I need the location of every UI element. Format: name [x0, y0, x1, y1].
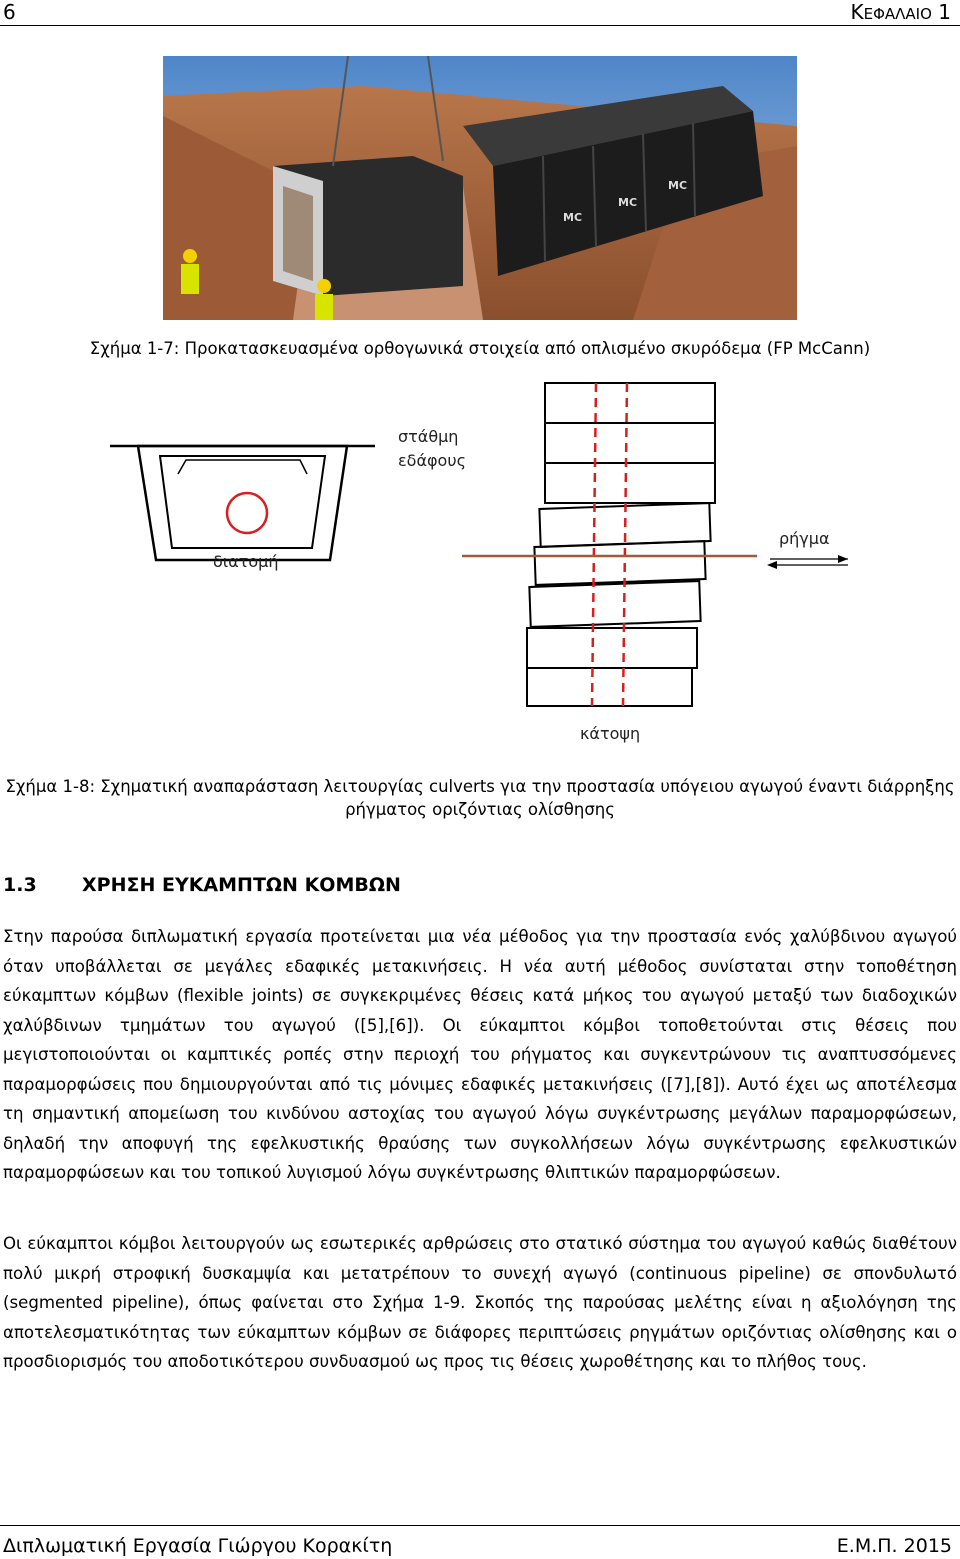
- figure-1-7-caption: Σχήμα 1-7: Προκατασκευασμένα ορθογωνικά στοιχεία από οπλισμένο σκυρόδεμα (FP McCann): [89, 339, 871, 358]
- section-title: ΧΡΗΣΗ ΕΥΚΑΜΠΤΩΝ ΚΟΜΒΩΝ: [82, 874, 401, 896]
- fault-label: ρήγμα: [779, 529, 830, 548]
- body-paragraph-1: Στην παρούσα διπλωματική εργασία προτείνεται μια νέα μέθοδος για την προστασία ενός χαλύβδινου αγωγού όταν υποβάλλεται σε μεγάλες εδαφικές μετακινήσεις. Η νέα αυτή μέθοδος συνίσταται στην τοποθέτηση εύκαμπτων κόμβων (flexible joints) σε συγκεκριμένες θέσεις κατά μήκος του αγωγού μεταξύ των διαδοχικών χαλύβδινων τμημάτων του αγωγού ([5],[6]). Οι εύκαμπτοι κόμβοι τοποθετούνται στις θέσεις που μεγιστοποιούνται οι καμπτικές ροπές στην περιοχή του ρήγματος και συγκεντρώνουν τις αναπτυσσόμενες παραμορφώσεις που δημιουργούνται από τις μόνιμες εδαφικές μετακινήσεις ([7],[8]). Αυτό έχει ως αποτέλεσμα τη σημαντική απομείωση του κινδύνου αστοχίας του αγωγού λόγω συγκέντρωσης μεγάλων παραμορφώσεων, δηλαδή την αποφυγή της εφελκυστικής θραύσης των συγκολλήσεων λόγω συγκέντρωσης εφελκυστικών παραμορφώσεων και του τοπικού λυγισμού λόγω συγκέντρωσης θλιπτικών παραμορφώσεων.: [3, 927, 957, 1182]
- section-label: διατομή: [213, 552, 279, 571]
- chapter-word: ΕΦΑΛΑΙΟ: [863, 5, 932, 23]
- section-heading: [3, 874, 401, 896]
- culvert-photo: [163, 56, 797, 320]
- mc-logo: MC: [668, 179, 688, 192]
- chapter-header: [850, 0, 951, 24]
- footer-rule: [0, 1525, 960, 1526]
- body-paragraph-2: Οι εύκαμπτοι κόμβοι λειτουργούν ως εσωτερικές αρθρώσεις στο στατικό σύστημα του αγωγού καθώς διαθέτουν πολύ μικρή στροφική δυσκαμψία και μετατρέπουν το συνεχή αγωγό (continuous pipeline) σε σπονδυλωτό (segmented pipeline), όπως φαίνεται στο Σχήμα 1-9. Σκοπός της παρούσας μελέτης είναι η αξιολόγηση της αποτελεσματικότητας των εύκαμπτων κόμβων σε διάφορες περιπτώσεις ρηγμάτων οριζόντιας ολίσθησης και ο προσδιορισμός του αποδοτικότερου συνδυασμού ως προς τις θέσεις χωροθέτησης και το πλήθος τους.: [3, 1234, 957, 1371]
- section-number: 1.3: [3, 874, 37, 896]
- ground-label-2: εδάφους: [398, 451, 466, 470]
- figure-1-8-caption-line2: ρήγματος οριζόντιας ολίσθησης: [345, 800, 615, 819]
- mc-logo: MC: [563, 211, 583, 224]
- header-rule: [0, 25, 960, 26]
- ground-label: στάθμη: [398, 427, 459, 446]
- mc-logo: MC: [618, 196, 638, 209]
- chapter-number: 1: [938, 0, 951, 24]
- figure-1-8-caption-line1: Σχήμα 1-8: Σχηματική αναπαράσταση λειτουργίας culverts για την προστασία υπόγειου αγωγού έναντι διάρρηξης: [5, 777, 955, 796]
- footer-institution: Ε.Μ.Π. 2015: [836, 1535, 952, 1557]
- footer-author: Διπλωματική Εργασία Γιώργου Κορακίτη: [3, 1535, 393, 1557]
- page-number: 6: [3, 0, 16, 24]
- chapter-initial: Κ: [850, 0, 864, 24]
- culvert-schematic: [0, 378, 960, 750]
- plan-label: κάτοψη: [580, 724, 641, 743]
